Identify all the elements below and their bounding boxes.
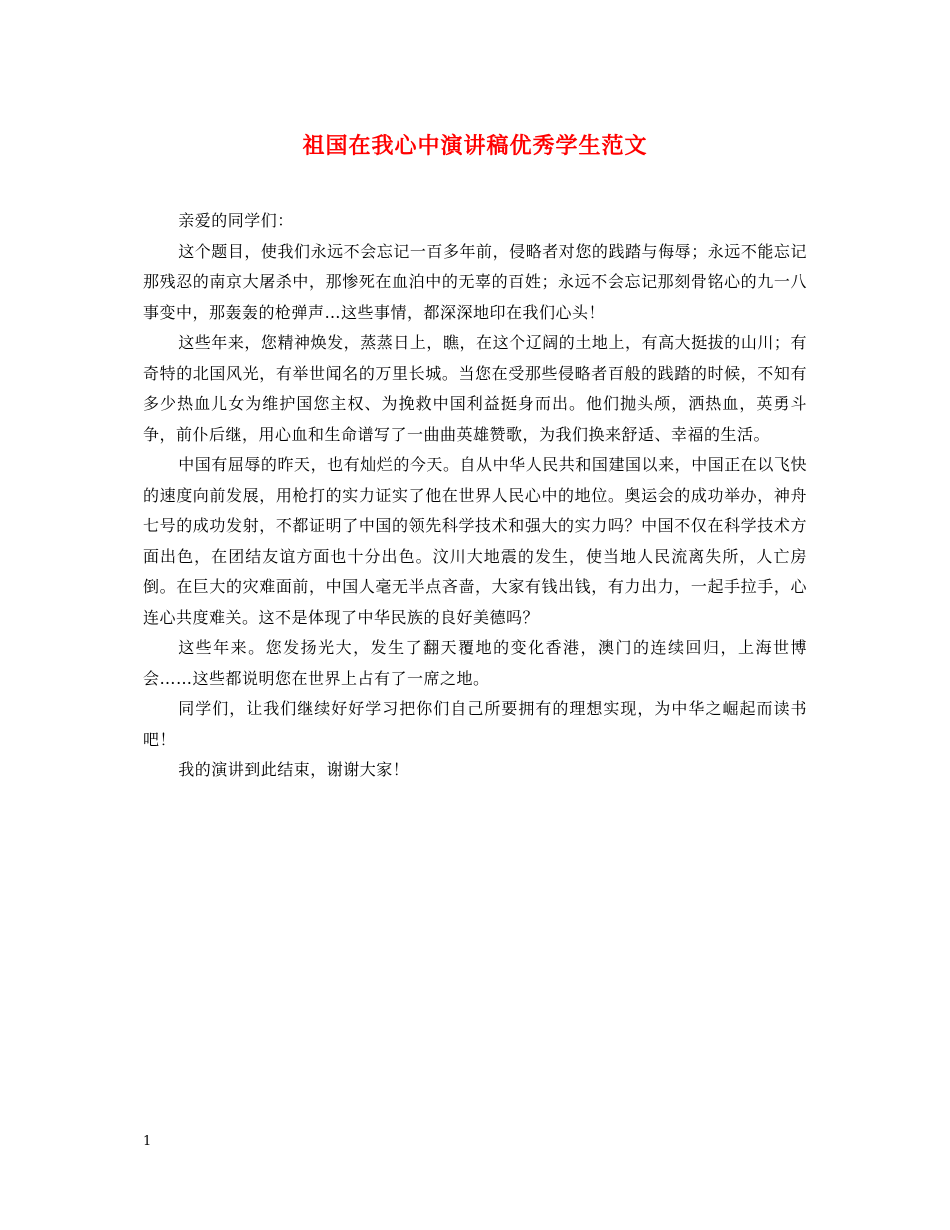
document-body [143, 206, 807, 786]
paragraph-closing: 我的演讲到此结束，谢谢大家！ [178, 760, 410, 779]
paragraph-call-to-action: 同学们，让我们继续好好学习把你们自己所要拥有的理想实现，为中华之崛起而读书吧！ [143, 699, 807, 749]
paragraph-greeting: 亲爱的同学们： [178, 211, 294, 230]
paragraph-landscape: 这些年来，您精神焕发，蒸蒸日上，瞧，在这个辽阔的土地上，有高大挺拔的山川；有奇特的北国风光，有举世闻名的万里长城。当您在受那些侵略者百般的践踏的时候，不知有多少热血儿女为维护国您主权、为挽救中国利益挺身而出。他们抛头颅，洒热血，英勇斗争，前仆后继，用心血和生命谱写了一曲曲英雄赞歌，为我们换来舒适、幸福的生活。 [143, 333, 807, 444]
paragraph-achievements: 中国有屈辱的昨天，也有灿烂的今天。自从中华人民共和国建国以来，中国正在以飞快的速度向前发展，用枪打的实力证实了他在世界人民心中的地位。奥运会的成功举办，神舟七号的成功发射，不都证明了中国的领先科学技术和强大的实力吗？中国不仅在科学技术方面出色，在团结友谊方面也十分出色。汶川大地震的发生，使当地人民流离失所，人亡房倒。在巨大的灾难面前，中国人毫无半点吝啬，大家有钱出钱，有力出力，一起手拉手，心连心共度难关。这不是体现了中华民族的良好美德吗？ [143, 455, 807, 627]
paragraph-history: 这个题目，使我们永远不会忘记一百多年前，侵略者对您的践踏与侮辱；永远不能忘记那残忍的南京大屠杀中，那惨死在血泊中的无辜的百姓；永远不会忘记那刻骨铭心的九一八事变中，那轰轰的枪弹声…这些事情，都深深地印在我们心头！ [143, 241, 807, 322]
document-title: 祖国在我心中演讲稿优秀学生范文 [302, 133, 648, 159]
paragraph-development: 这些年来。您发扬光大，发生了翻天覆地的变化香港，澳门的连续回归，上海世博会……这些都说明您在世界上占有了一席之地。 [143, 638, 807, 688]
page-number: 1 [143, 1134, 152, 1149]
